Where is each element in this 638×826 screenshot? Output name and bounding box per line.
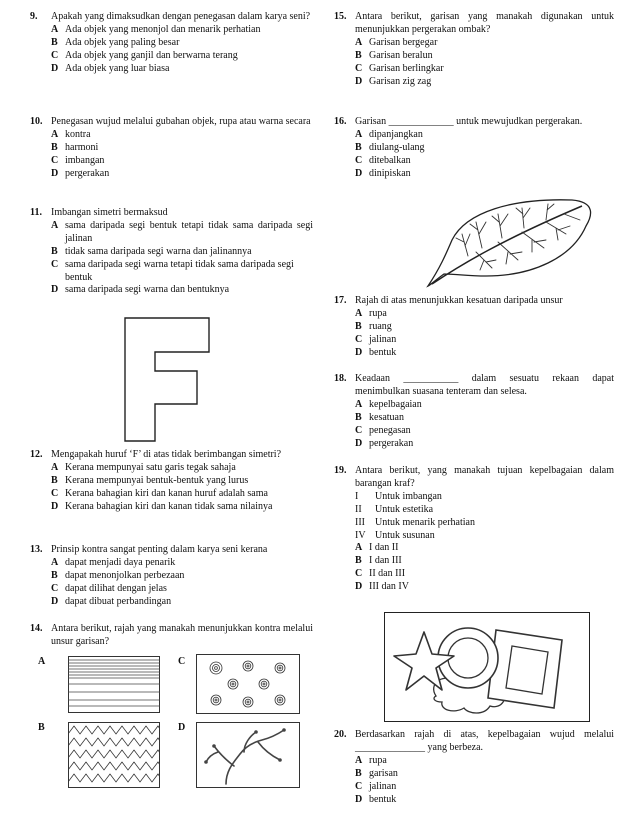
figure-d-plant[interactable] — [196, 722, 300, 788]
options — [355, 308, 614, 360]
option-b[interactable]: B tidak sama daripada segi warna dan jalinannya — [51, 245, 252, 257]
figure-label-b: B — [38, 722, 45, 733]
statement-iii: III Untuk menarik perhatian — [355, 516, 475, 528]
option-c[interactable]: C Kerana bahagian kiri dan kanan huruf adalah sama — [51, 487, 268, 499]
figure-label-d: D — [178, 722, 186, 733]
option-a[interactable]: A kontra — [51, 128, 91, 140]
option-a[interactable]: A sama daripada segi bentuk tetapi tidak sama daripada segi jalinan — [51, 219, 313, 244]
option-c[interactable]: C ditebalkan — [355, 154, 411, 166]
question-stem: Imbangan simetri bermaksud — [51, 207, 168, 218]
statements — [355, 491, 614, 543]
option-d[interactable]: D dinipiskan — [355, 167, 411, 179]
figure-c-spirals[interactable] — [196, 654, 300, 714]
option-b[interactable]: B Kerana mempunyai bentuk-bentuk yang lurus — [51, 474, 249, 486]
question-stem: Berdasarkan rajah di atas, kepelbagaian wujud melalui ______________ yang berbeza. — [355, 729, 614, 753]
options — [355, 399, 614, 451]
option-d[interactable]: D Ada objek yang luar biasa — [51, 62, 170, 74]
question-number: 11. — [30, 207, 42, 218]
options — [51, 220, 313, 297]
letter-f-outline — [125, 318, 209, 441]
question-11 — [30, 207, 313, 297]
question-number: 19. — [334, 465, 347, 476]
question-number: 15. — [334, 11, 347, 22]
question-9 — [30, 11, 313, 76]
option-c[interactable]: C sama daripada segi warna tetapi tidak sama daripada segi bentuk — [51, 258, 294, 283]
statement-ii: II Untuk estetika — [355, 503, 434, 515]
option-b[interactable]: B diulang-ulang — [355, 141, 425, 153]
option-a[interactable]: A dipanjangkan — [355, 128, 423, 140]
leaf-figure — [422, 194, 598, 290]
option-c[interactable]: C jalinan — [355, 333, 397, 345]
question-stem: Apakah yang dimaksudkan dengan penegasan dalam karya seni? — [51, 11, 311, 22]
option-d[interactable]: D bentuk — [355, 346, 397, 358]
question-10 — [30, 116, 313, 181]
question-19 — [334, 465, 614, 594]
question-number: 20. — [334, 729, 347, 740]
option-d[interactable]: D Garisan zig zag — [355, 75, 432, 87]
options — [51, 24, 313, 76]
options — [51, 462, 313, 514]
option-a[interactable]: A Garisan bergegar — [355, 36, 438, 48]
option-d[interactable]: D Kerana bahagian kiri dan kanan tidak sama nilainya — [51, 500, 273, 512]
question-stem: Garisan _____________ untuk mewujudkan pergerakan. — [355, 116, 583, 127]
option-c[interactable]: C Garisan berlingkar — [355, 62, 444, 74]
option-c[interactable]: C dapat dilihat dengan jelas — [51, 582, 167, 594]
option-b[interactable]: B harmoni — [51, 141, 99, 153]
options — [355, 542, 614, 594]
question-number: 18. — [334, 373, 347, 384]
option-b[interactable]: B dapat menonjolkan perbezaan — [51, 569, 185, 581]
option-a[interactable]: A Kerana mempunyai satu garis tegak sahaja — [51, 461, 236, 473]
question-stem: Keadaan ___________ dalam sesuatu rekaan dapat menimbulkan suasana tenteram dan selesa. — [355, 373, 614, 397]
option-b[interactable]: B I dan III — [355, 555, 402, 567]
options — [51, 557, 313, 609]
letter-f-figure — [123, 316, 213, 443]
option-d[interactable]: D III dan IV — [355, 581, 409, 593]
question-number: 10. — [30, 116, 43, 127]
question-17 — [334, 295, 614, 360]
option-a[interactable]: A dapat menjadi daya penarik — [51, 556, 176, 568]
question-stem: Antara berikut, rajah yang manakah menunjukkan kontra melalui unsur garisan? — [51, 623, 313, 647]
options — [355, 755, 614, 807]
statement-i: I Untuk imbangan — [355, 490, 442, 502]
shapes-figure — [384, 612, 590, 722]
options — [51, 129, 313, 181]
figure-label-a: A — [38, 656, 46, 667]
question-20 — [334, 729, 614, 806]
question-12 — [30, 449, 313, 514]
option-c[interactable]: C penegasan — [355, 424, 411, 436]
question-18 — [334, 373, 614, 450]
figure-label-c: C — [178, 656, 186, 667]
question-number: 12. — [30, 449, 43, 460]
option-d[interactable]: D dapat dibuat perbandingan — [51, 595, 172, 607]
question-stem: Antara berikut, yang manakah tujuan kepelbagaian dalam barangan kraf? — [355, 465, 614, 489]
question-number: 9. — [30, 11, 38, 22]
option-d[interactable]: D bentuk — [355, 793, 397, 805]
statement-iv: IV Untuk susunan — [355, 529, 435, 541]
option-b[interactable]: B Ada objek yang paling besar — [51, 36, 180, 48]
option-b[interactable]: B Garisan beralun — [355, 49, 433, 61]
question-number: 17. — [334, 295, 347, 306]
question-16 — [334, 116, 614, 181]
option-c[interactable]: C II dan III — [355, 568, 406, 580]
options — [355, 129, 614, 181]
option-b[interactable]: B garisan — [355, 767, 398, 779]
question-number: 14. — [30, 623, 43, 634]
option-a[interactable]: A rupa — [355, 754, 387, 766]
option-b[interactable]: B kesatuan — [355, 411, 404, 423]
question-number: 16. — [334, 116, 347, 127]
question-15 — [334, 11, 614, 88]
option-a[interactable]: A Ada objek yang menonjol dan menarik perhatian — [51, 23, 261, 35]
option-a[interactable]: A kepelbagaian — [355, 398, 422, 410]
question-stem: Rajah di atas menunjukkan kesatuan daripada unsur — [355, 295, 563, 306]
question-stem: Penegasan wujud melalui gubahan objek, rupa atau warna secara — [51, 116, 311, 127]
figure-b-zigzag[interactable] — [68, 722, 160, 788]
option-c[interactable]: C jalinan — [355, 780, 397, 792]
option-d[interactable]: D sama daripada segi warna dan bentuknya — [51, 284, 230, 296]
question-stem: Antara berikut, garisan yang manakah digunakan untuk menunjukkan pergerakan ombak? — [355, 11, 614, 35]
question-stem: Mengapakah huruf ‘F’ di atas tidak berimbangan simetri? — [51, 449, 282, 460]
option-d[interactable]: D pergerakan — [51, 167, 110, 179]
option-d[interactable]: D pergerakan — [355, 437, 414, 449]
options — [355, 37, 614, 89]
question-14 — [30, 623, 313, 649]
option-a[interactable]: A rupa — [355, 307, 387, 319]
option-b[interactable]: B ruang — [355, 320, 392, 332]
option-c[interactable]: C Ada objek yang ganjil dan berwarna terang — [51, 49, 238, 61]
question-stem: Prinsip kontra sangat penting dalam karya seni kerana — [51, 544, 268, 555]
question-number: 13. — [30, 544, 43, 555]
option-c[interactable]: C imbangan — [51, 154, 105, 166]
figure-a-horizontal-lines[interactable] — [68, 656, 160, 713]
option-a[interactable]: A I dan II — [355, 542, 399, 554]
question-13 — [30, 544, 313, 609]
